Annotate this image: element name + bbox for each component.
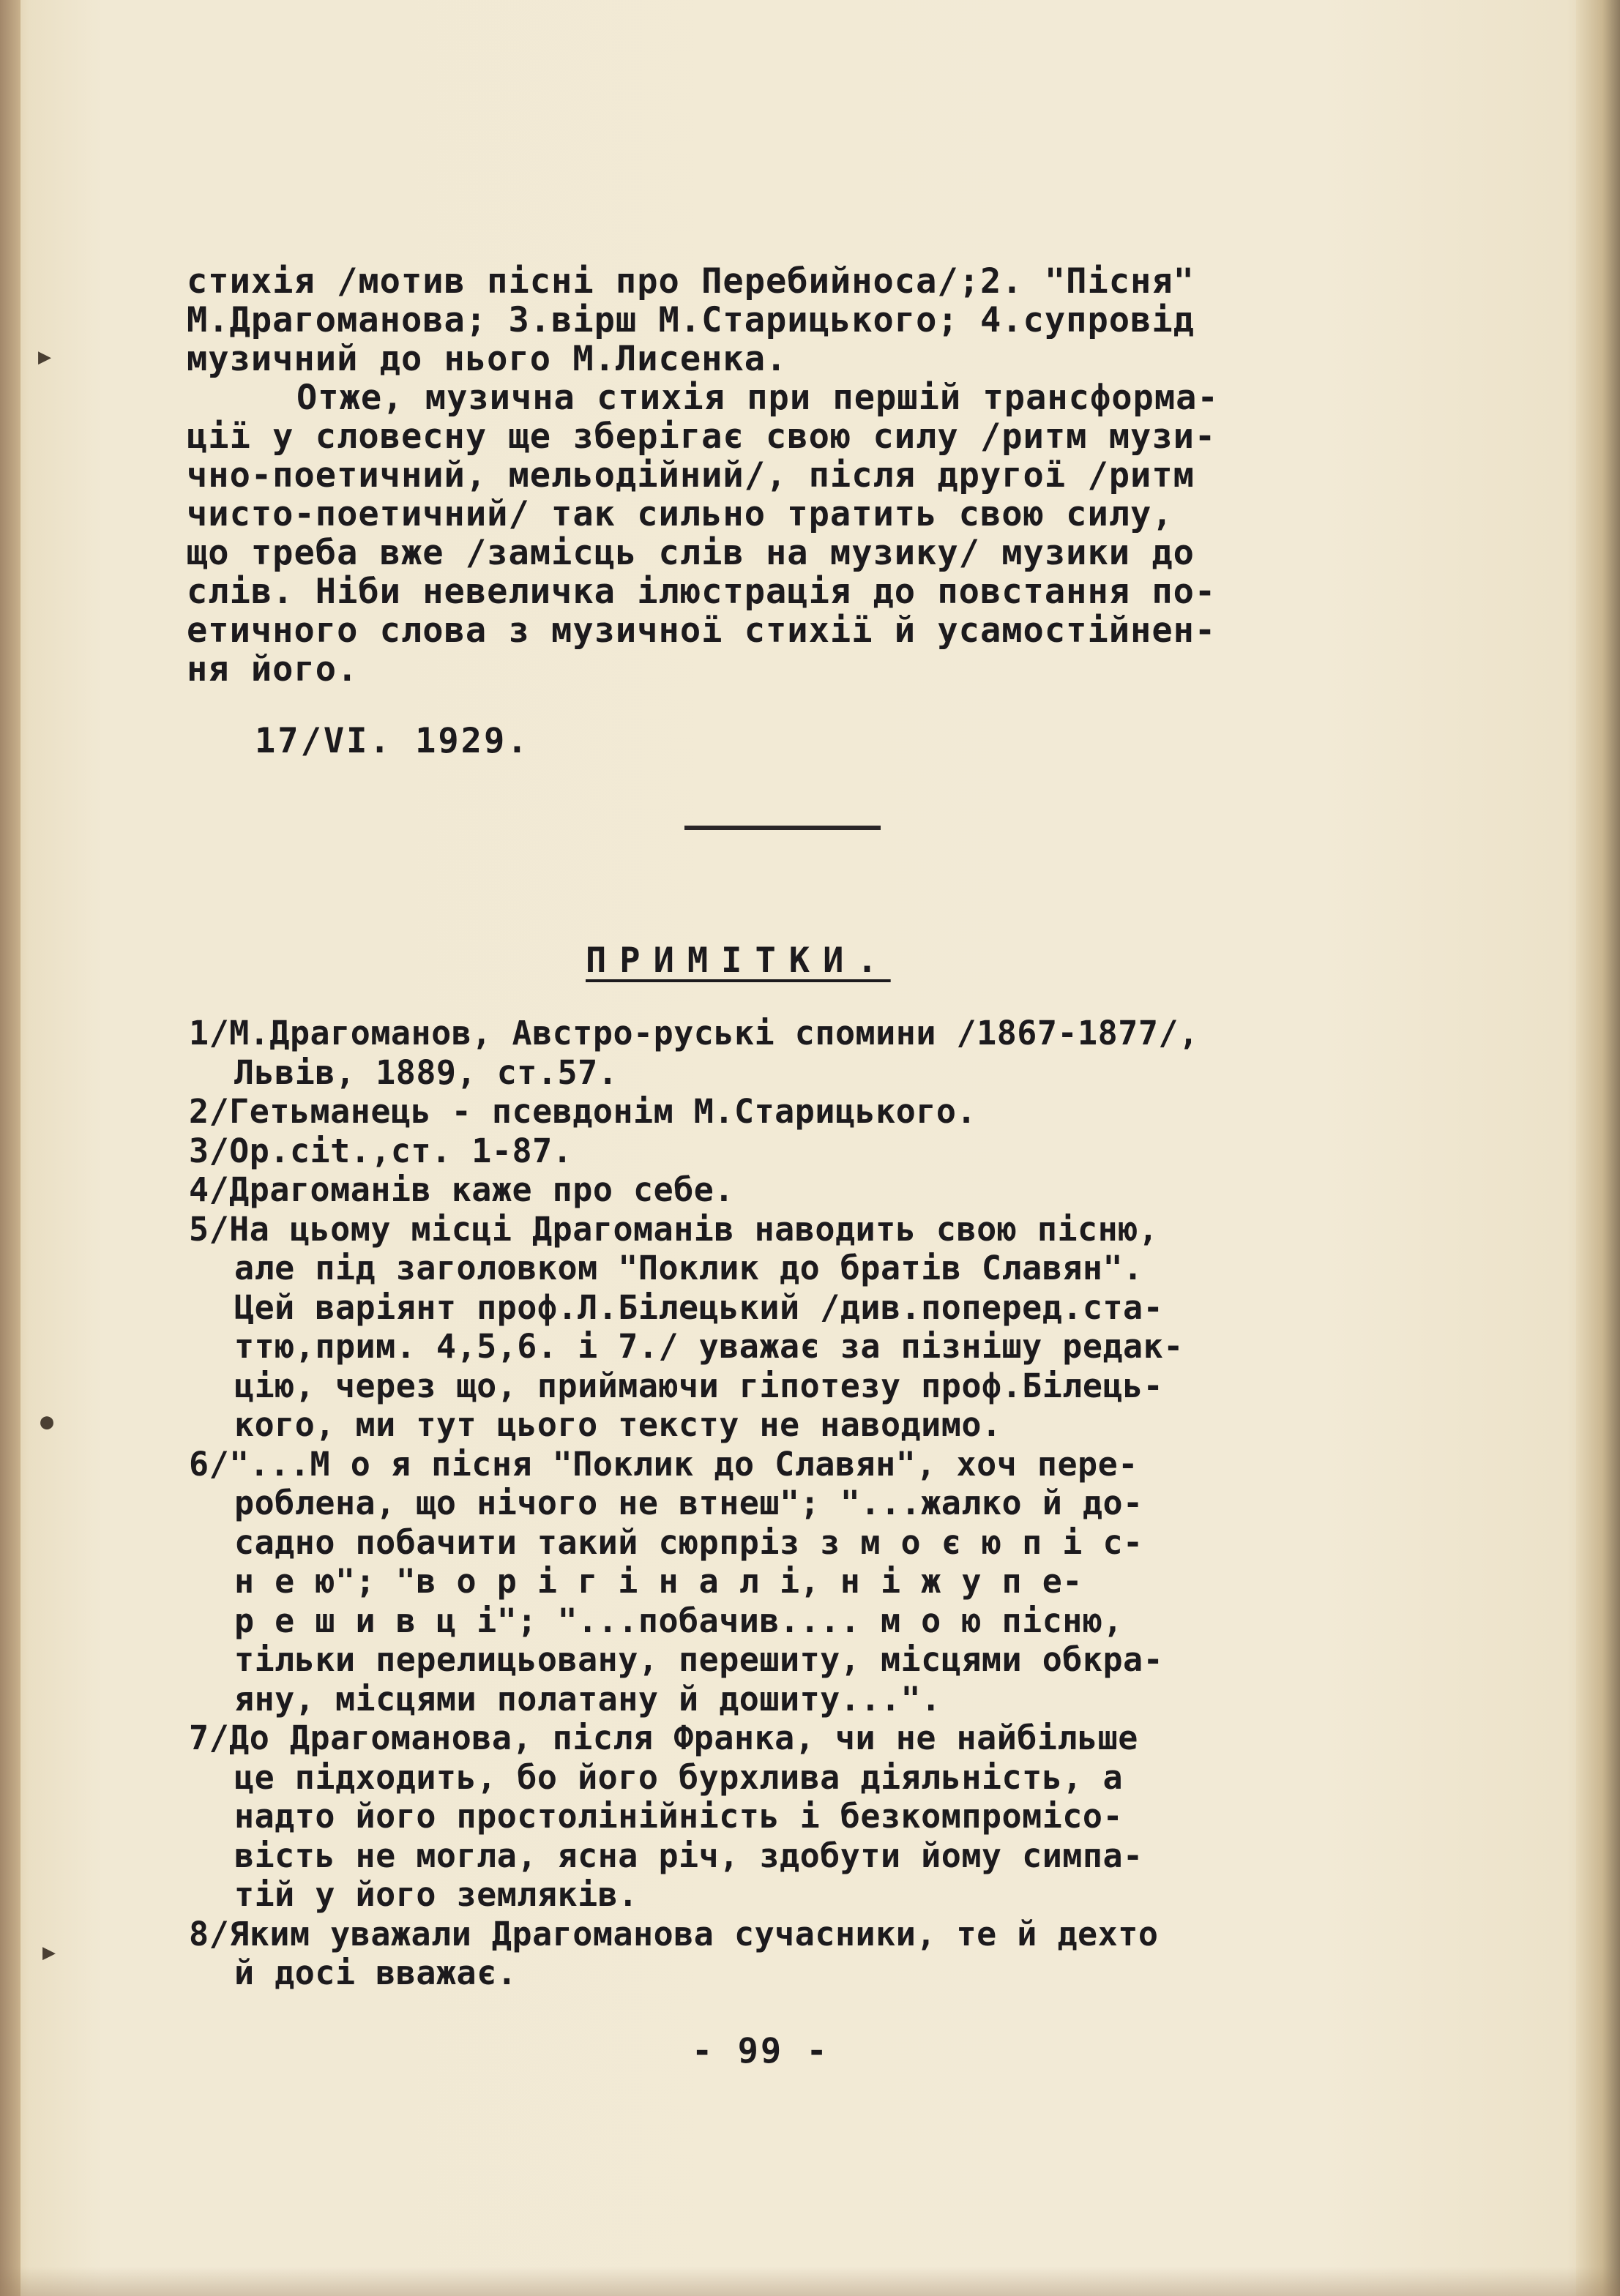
document-date: 17/VI. 1929. bbox=[255, 721, 530, 761]
note-line: 2/Гетьманець - псевдонім М.Старицького. bbox=[189, 1092, 977, 1131]
notes-heading: ПРИМІТКИ. bbox=[586, 941, 891, 981]
note-item-1 bbox=[189, 1014, 1404, 1092]
text-line: ції у словесну ще зберігає свою силу /ритм музи- bbox=[187, 416, 1217, 457]
note-line: надто його простолінійність і безкомпромісо- bbox=[234, 1797, 1124, 1836]
text-line: стихія /мотив пісні про Перебийноса/;2. "Пісня" bbox=[187, 261, 1195, 302]
text-line: етичного слова з музичної стихії й усамостійнен- bbox=[187, 610, 1217, 651]
note-line: садно побачити такий сюрпріз з м о є ю п і с- bbox=[234, 1522, 1143, 1562]
note-item-3 bbox=[189, 1132, 1404, 1171]
margin-mark-icon: ▶ bbox=[38, 344, 52, 370]
note-item-6 bbox=[189, 1445, 1404, 1719]
note-line: це підходить, бо його бурхлива діяльність, а bbox=[234, 1757, 1124, 1797]
section-divider bbox=[684, 826, 881, 830]
note-line: роблена, що нічого не втнеш"; "...жалко й до- bbox=[234, 1484, 1143, 1522]
note-line: р е ш и в ц і"; "...побачив.... м о ю пісню, bbox=[234, 1601, 1124, 1640]
note-line: 6/"...М о я пісня "Поклик до Славян", хоч пере- bbox=[189, 1444, 1138, 1484]
note-line: 5/На цьому місці Драгоманів наводить свою пісню, bbox=[189, 1209, 1159, 1249]
note-line: 1/М.Драгоманов, Австро-руські спомини /1867-1877/, bbox=[189, 1014, 1199, 1052]
note-line: тільки перелицьовану, перешиту, місцями обкра- bbox=[234, 1640, 1164, 1679]
text-line: слів. Ніби невеличка ілюстрація до повстання по- bbox=[187, 572, 1217, 612]
note-line: 8/Яким уважали Драгоманова сучасники, те й дехто bbox=[189, 1914, 1159, 1953]
note-line: ттю,прим. 4,5,6. і 7./ уважає за пізнішу редак- bbox=[234, 1327, 1184, 1366]
note-line: але під заголовком "Поклик до братів Славян". bbox=[234, 1249, 1143, 1287]
notes-list bbox=[189, 1014, 1404, 1993]
note-item-2 bbox=[189, 1092, 1404, 1132]
note-item-8 bbox=[189, 1915, 1404, 1993]
body-paragraph-second bbox=[187, 378, 1387, 689]
note-line: вість не могла, ясна річ, здобути йому симпа- bbox=[234, 1836, 1143, 1875]
book-spine-edge bbox=[0, 0, 20, 2296]
margin-dot-icon: ● bbox=[40, 1409, 54, 1435]
note-item-7 bbox=[189, 1719, 1404, 1915]
margin-mark-icon: ▶ bbox=[42, 1940, 56, 1965]
page-right-edge bbox=[1576, 0, 1620, 2296]
text-line: ня його. bbox=[187, 649, 359, 689]
note-line: цію, через що, приймаючи гіпотезу проф.Білець- bbox=[234, 1366, 1164, 1405]
text-line: музичний до нього М.Лисенка. bbox=[187, 339, 788, 379]
note-line: 4/Драгоманів каже про себе. bbox=[189, 1170, 734, 1209]
page-number: - 99 - bbox=[692, 2031, 829, 2071]
note-item-5 bbox=[189, 1210, 1404, 1445]
note-line: й досі вважає. bbox=[234, 1953, 518, 1992]
note-line: Цей варіянт проф.Л.Білецький /див.поперед.ста- bbox=[234, 1287, 1164, 1327]
page-bottom-edge bbox=[0, 2267, 1620, 2296]
text-line: що треба вже /замісць слів на музику/ музики до bbox=[187, 533, 1195, 573]
text-line: Отже, музична стихія при першій трансформа- bbox=[296, 378, 1219, 418]
note-item-4 bbox=[189, 1170, 1404, 1210]
text-line: М.Драгоманова; 3.вірш М.Старицького; 4.супровід bbox=[187, 300, 1195, 340]
note-line: Львів, 1889, ст.57. bbox=[234, 1052, 619, 1092]
note-line: н е ю"; "в о р і г і н а л і, н і ж у п е- bbox=[234, 1562, 1083, 1601]
note-line: тій у його земляків. bbox=[234, 1875, 638, 1914]
note-line: кого, ми тут цього тексту не наводимо. bbox=[234, 1405, 1002, 1444]
note-line: яну, місцями полатану й дошиту...". bbox=[234, 1679, 941, 1719]
note-line: 3/Op.cit.,ст. 1-87. bbox=[189, 1131, 573, 1170]
body-paragraph-continued bbox=[187, 262, 1387, 378]
note-line: 7/До Драгоманова, після Франка, чи не найбільше bbox=[189, 1719, 1138, 1757]
text-line: чно-поетичний, мельодійний/, після другої /ритм bbox=[187, 455, 1195, 496]
text-line: чисто-поетичний/ так сильно тратить свою силу, bbox=[187, 494, 1173, 534]
